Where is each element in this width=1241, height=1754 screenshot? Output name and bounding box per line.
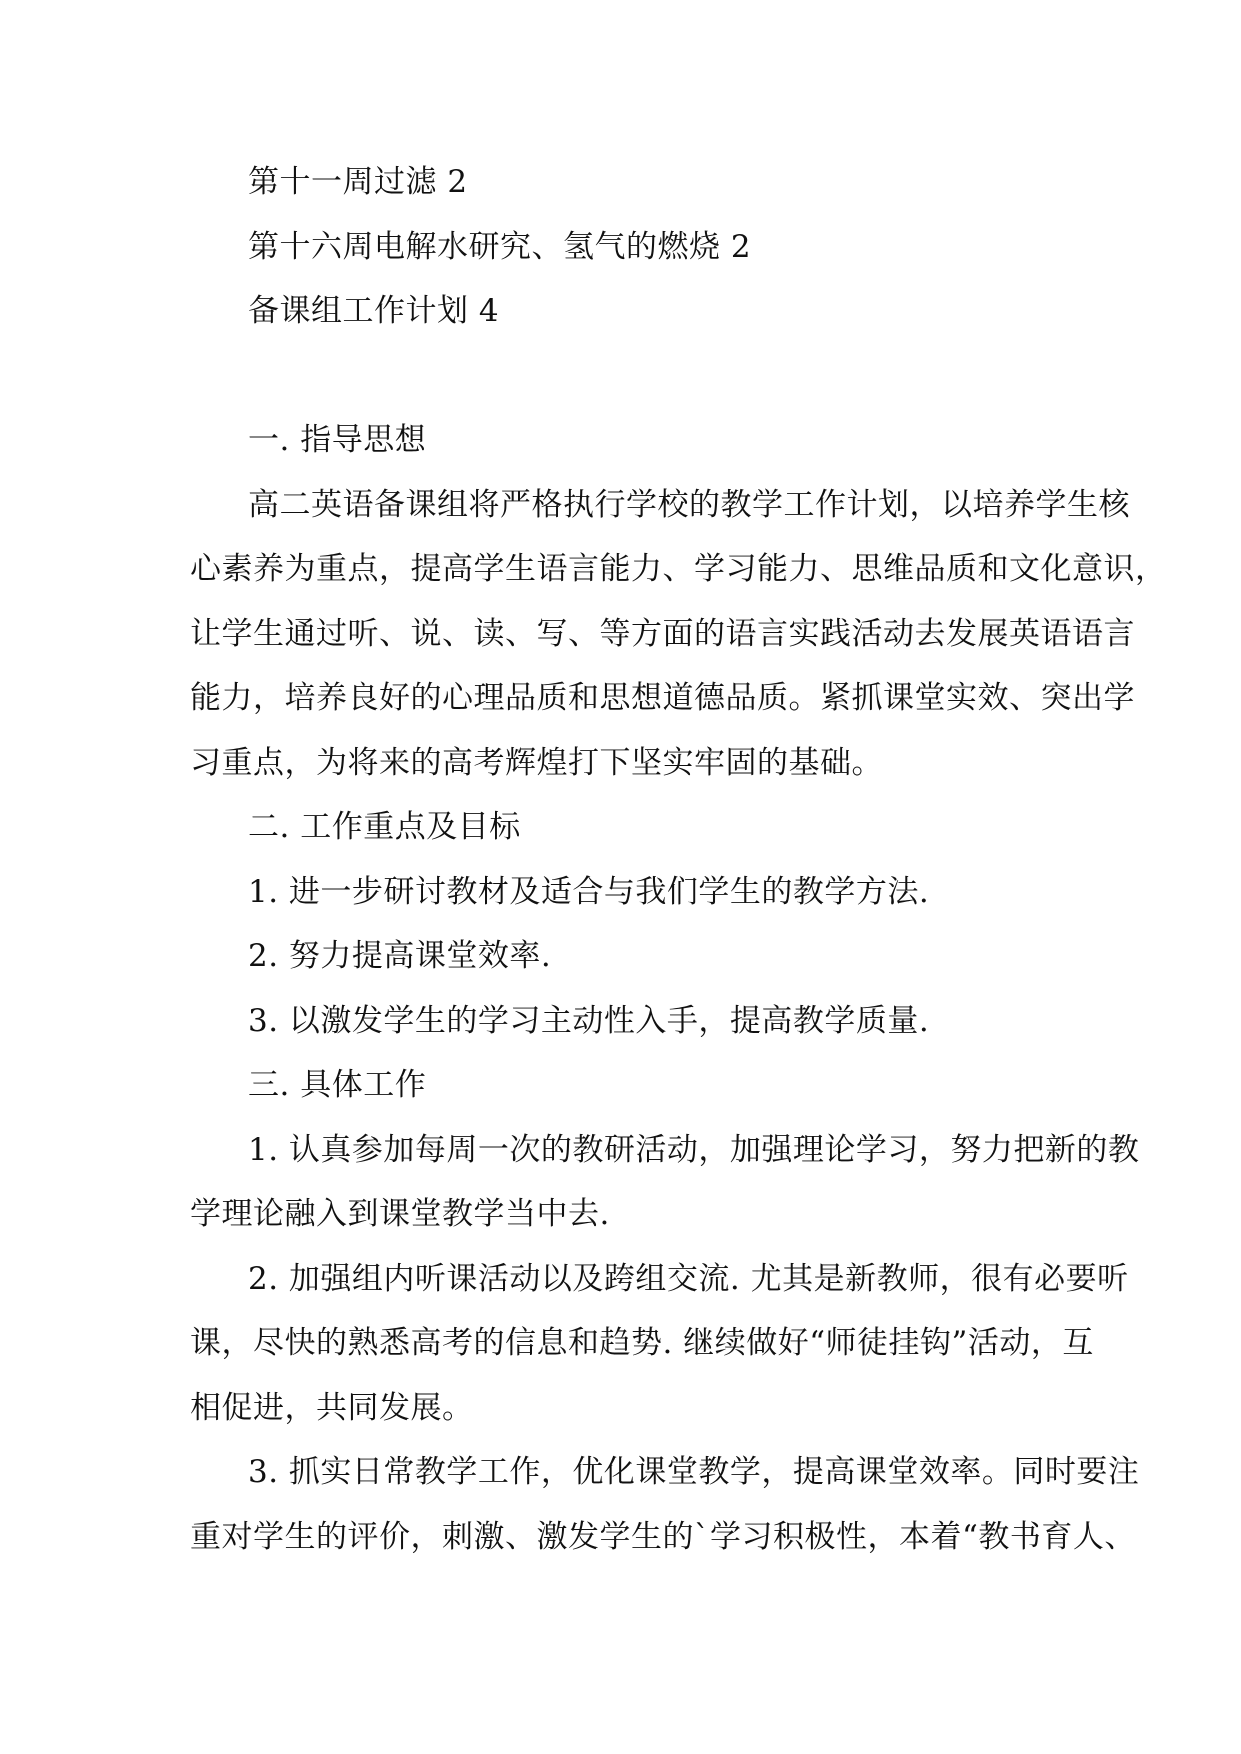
work-item-line: 重对学生的评价，刺激、激发学生的`学习积极性，本着“教书育人、 — [190, 1518, 1136, 1555]
toc-entry: 第十一周过滤 2 — [248, 164, 468, 200]
paragraph-line: 习重点，为将来的高考辉煌打下坚实牢固的基础。 — [190, 744, 883, 781]
work-item-line: 2. 加强组内听课活动以及跨组交流. 尤其是新教师，很有必要听 — [248, 1260, 1129, 1297]
document-body — [190, 408, 1167, 1569]
paragraph-line: 心素养为重点，提高学生语言能力、学习能力、思维品质和文化意识， — [190, 551, 1167, 587]
goal-item: 2. 努力提高课堂效率. — [248, 938, 552, 974]
paragraph-line: 能力，培养良好的心理品质和思想道德品质。紧抓课堂实效、突出学 — [190, 680, 1135, 716]
table-of-contents — [190, 150, 1058, 344]
goal-item: 3. 以激发学生的学习主动性入手，提高教学质量. — [248, 1002, 930, 1039]
work-item-line: 相促进，共同发展。 — [190, 1389, 474, 1426]
section-heading-focus-goals: 二. 工作重点及目标 — [248, 809, 521, 845]
toc-entry: 备课组工作计划 4 — [248, 293, 500, 329]
paragraph-line: 让学生通过听、说、读、写、等方面的语言实践活动去发展英语语言 — [190, 615, 1135, 652]
work-item-line: 学理论融入到课堂教学当中去. — [190, 1196, 610, 1232]
toc-entry: 第十六周电解水研究、氢气的燃烧 2 — [248, 228, 752, 265]
work-item-line: 课，尽快的熟悉高考的信息和趋势. 继续做好“师徒挂钩”活动，互 — [190, 1325, 1094, 1361]
section-heading-specific-work: 三. 具体工作 — [248, 1067, 427, 1103]
work-item-line: 1. 认真参加每周一次的教研活动，加强理论学习，努力把新的教 — [248, 1131, 1140, 1168]
section-heading-guiding-thought: 一. 指导思想 — [248, 422, 427, 458]
work-item-line: 3. 抓实日常教学工作，优化课堂教学，提高课堂效率。同时要注 — [248, 1454, 1140, 1490]
goal-item: 1. 进一步研讨教材及适合与我们学生的教学方法. — [248, 873, 930, 910]
paragraph-line: 高二英语备课组将严格执行学校的教学工作计划，以培养学生核 — [248, 486, 1130, 523]
